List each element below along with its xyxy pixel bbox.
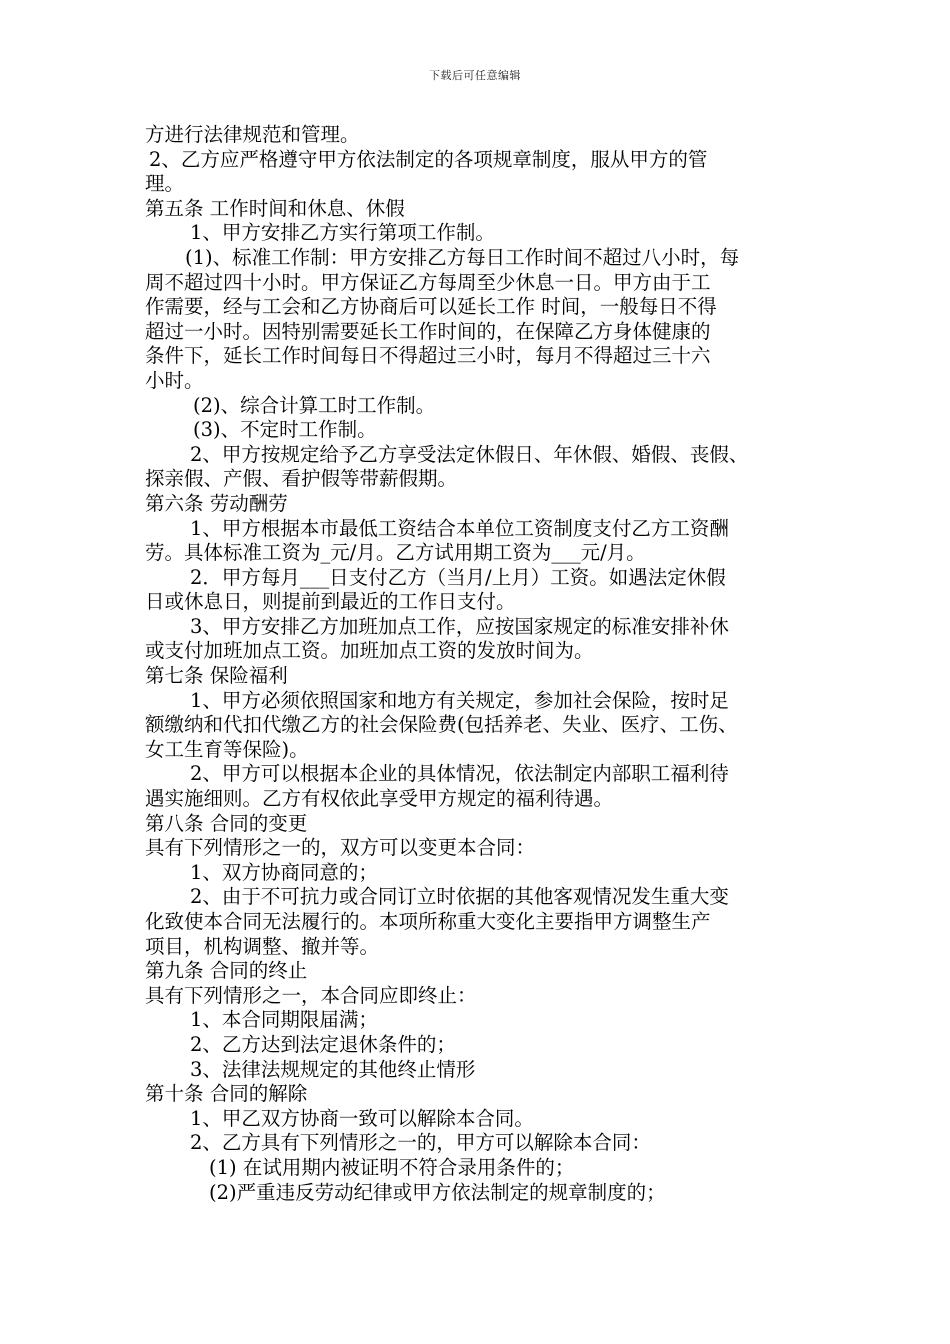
- text-line: 化致使本合同无法履行的。本项所称重大变化主要指甲方调整生产: [145, 910, 711, 933]
- text-line: 1、本合同期限届满；: [190, 1008, 378, 1032]
- text-line: 第十条 合同的解除: [145, 1082, 308, 1106]
- text-line: 方进行法律规范和管理。: [145, 123, 360, 146]
- text-line: 理。: [145, 172, 185, 196]
- text-line: 第八条 合同的变更: [145, 811, 308, 835]
- text-line: 1、甲方安排乙方实行第项工作制。: [190, 221, 495, 245]
- text-line: 1、甲乙双方协商一致可以解除本合同。: [190, 1106, 534, 1130]
- text-line: (1) 在试用期内被证明不符合录用条件的；: [209, 1155, 575, 1179]
- text-line: (3)、不定时工作制。: [193, 418, 377, 442]
- text-line: 日或休息日，则提前到最近的工作日支付。: [145, 590, 516, 614]
- text-line: (2)严重违反劳动纪律或甲方依法制定的规章制度的；: [209, 1180, 666, 1204]
- text-line: 项目，机构调整、撤并等。: [145, 934, 380, 958]
- text-line: 作需要，经与工会和乙方协商后可以延长工作 时间，一般每日不得: [145, 295, 717, 319]
- text-line: 女工生育等保险)。: [145, 737, 309, 761]
- text-line: 第七条 保险福利: [145, 664, 288, 688]
- text-line: 超过一小时。因特别需要延长工作时间的，在保障乙方身体健康的: [145, 319, 711, 343]
- text-line: 额缴纳和代扣代缴乙方的社会保险费(包括养老、失业、医疗、工伤、: [145, 713, 738, 737]
- text-line: 2、由于不可抗力或合同订立时依据的其他客观情况发生重大变: [190, 885, 729, 909]
- text-line: 周不超过四十小时。甲方保证乙方每周至少休息一日。甲方由于工: [145, 270, 711, 294]
- text-line: 3、法律法规规定的其他终止情形: [190, 1057, 476, 1081]
- text-line: 2、乙方具有下列情形之一的，甲方可以解除本合同：: [190, 1131, 651, 1155]
- text-line: 具有下列情形之一的，双方可以变更本合同：: [145, 836, 536, 860]
- text-line: 探亲假、产假、看护假等带薪假期。: [145, 467, 458, 491]
- document-body: [145, 123, 820, 1205]
- page-header: 下载后可任意编辑: [429, 69, 521, 82]
- text-line: 第五条 工作时间和休息、休假: [145, 196, 405, 220]
- text-line: 2、甲方按规定给予乙方享受法定休假日、年休假、婚假、丧假、: [190, 442, 749, 466]
- text-line: 具有下列情形之一，本合同应即终止：: [145, 983, 477, 1007]
- text-line: 或支付加班加点工资。加班加点工资的发放时间为。: [145, 639, 594, 663]
- text-line: 2．甲方每月___日支付乙方（当月/上月）工资。如遇法定休假: [190, 565, 726, 589]
- text-line: 遇实施细则。乙方有权依此享受甲方规定的福利待遇。: [145, 787, 614, 811]
- text-line: 小时。: [145, 368, 204, 392]
- text-line: (2)、综合计算工时工作制。: [193, 393, 436, 417]
- text-line: 劳。具体标准工资为_元/月。乙方试用期工资为___元/月。: [145, 541, 646, 565]
- text-line: 1、甲方必须依照国家和地方有关规定，参加社会保险，按时足: [190, 688, 729, 712]
- text-line: (1)、标准工作制：甲方安排乙方每日工作时间不超过八小时，每: [185, 245, 740, 269]
- text-line: 3、甲方安排乙方加班加点工作，应按国家规定的标准安排补休: [190, 614, 729, 638]
- text-line: 1、甲方根据本市最低工资结合本单位工资制度支付乙方工资酬: [190, 516, 729, 540]
- text-line: 第九条 合同的终止: [145, 959, 308, 983]
- text-line: 2、乙方达到法定退休条件的；: [190, 1032, 456, 1056]
- text-line: 2、乙方应严格遵守甲方依法制定的各项规章制度，服从甲方的管: [149, 147, 708, 171]
- text-line: 1、双方协商同意的；: [190, 860, 378, 884]
- text-line: 第六条 劳动酬劳: [145, 491, 288, 515]
- text-line: 条件下，延长工作时间每日不得超过三小时，每月不得超过三十六: [145, 344, 711, 368]
- text-line: 2、甲方可以根据本企业的具体情况，依法制定内部职工福利待: [190, 762, 729, 786]
